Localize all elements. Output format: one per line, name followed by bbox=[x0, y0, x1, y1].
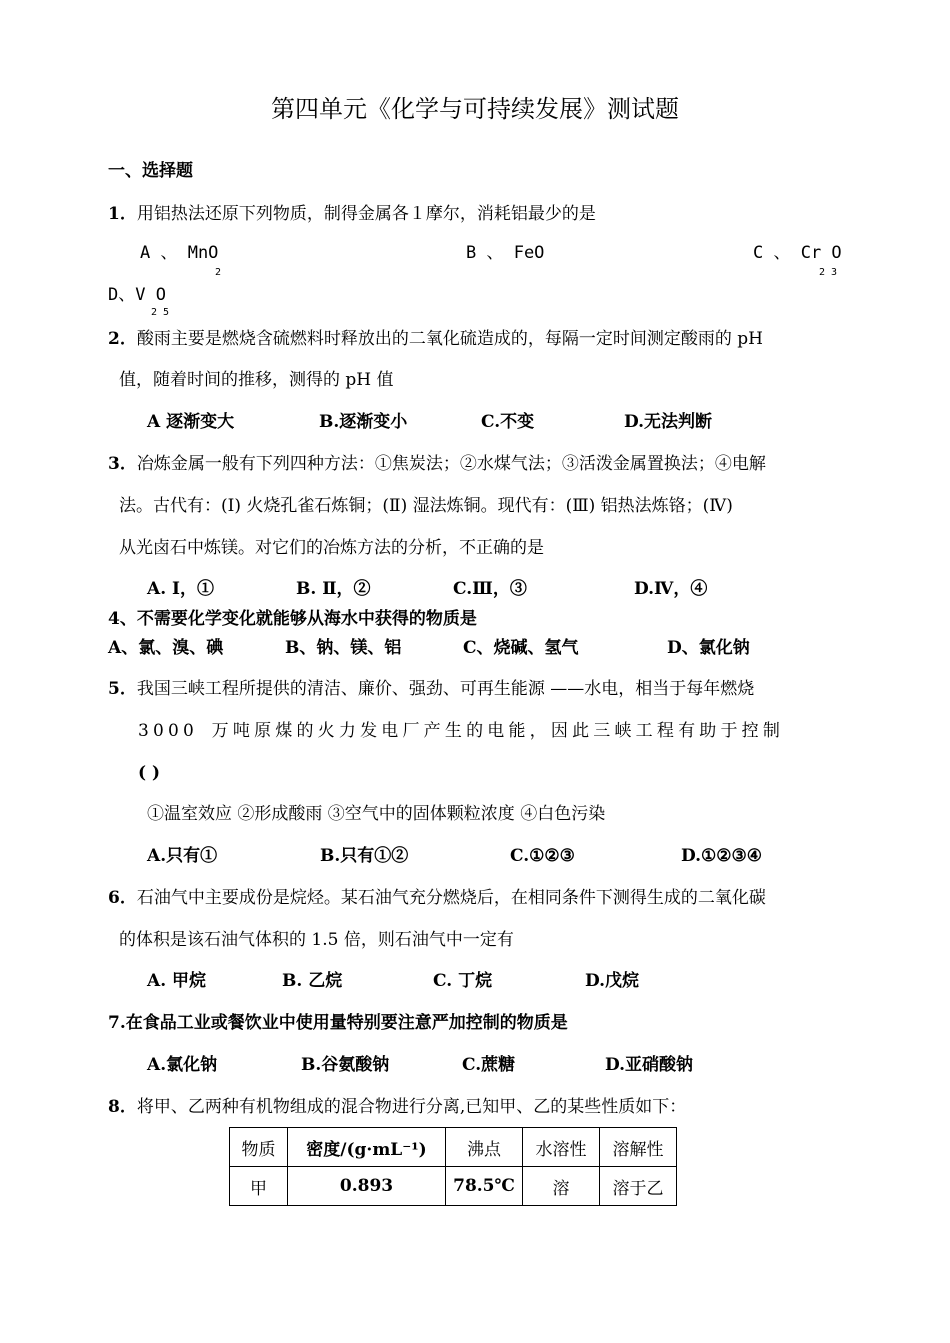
option-label: B 、 FeO bbox=[466, 243, 545, 263]
question-5 bbox=[108, 678, 754, 700]
q7-option-a[interactable]: A.氯化钠 bbox=[147, 1055, 218, 1075]
question-number: 5． bbox=[108, 679, 137, 699]
question-4: 4、不需要化学变化就能够从海水中获得的物质是 bbox=[108, 609, 477, 629]
q2-option-c[interactable]: C.不变 bbox=[481, 412, 535, 432]
q1-option-a[interactable] bbox=[140, 242, 218, 264]
q1-option-c[interactable] bbox=[753, 242, 842, 264]
question-6-line2: 的体积是该石油气体积的 1.5 倍，则石油气中一定有 bbox=[119, 930, 514, 950]
q3-option-b[interactable]: B. Ⅱ，② bbox=[296, 579, 371, 599]
question-text: 将甲、乙两种有机物组成的混合物进行分离,已知甲、乙的某些性质如下： bbox=[136, 1097, 687, 1117]
table-header-cell: 溶解性 bbox=[600, 1128, 677, 1167]
q4-option-c[interactable]: C、烧碱、氢气 bbox=[463, 638, 579, 658]
question-number: 3． bbox=[108, 454, 137, 474]
table-cell: 78.5℃ bbox=[446, 1167, 523, 1206]
table-header-cell: 沸点 bbox=[446, 1128, 523, 1167]
table-cell: 甲 bbox=[230, 1167, 288, 1206]
table-header-row bbox=[230, 1128, 677, 1167]
table-cell: 0.893 bbox=[288, 1167, 446, 1206]
table-header-cell: 物质 bbox=[230, 1128, 288, 1167]
option-label: C 、 Cr O bbox=[753, 243, 842, 263]
q2-option-b[interactable]: B.逐渐变小 bbox=[319, 412, 408, 432]
question-text-line1: 冶炼金属一般有下列四种方法：①焦炭法；②水煤气法；③活泼金属置换法；④电解 bbox=[136, 454, 766, 474]
question-2 bbox=[108, 328, 763, 350]
q4-option-b[interactable]: B、钠、镁、铝 bbox=[285, 638, 402, 658]
question-3-line2: 法。古代有：(Ⅰ) 火烧孔雀石炼铜；(Ⅱ) 湿法炼铜。现代有：(Ⅲ) 铝热法炼铬；(Ⅳ) bbox=[119, 496, 733, 516]
q5-option-d[interactable]: D.①②③④ bbox=[681, 846, 763, 866]
page-title: 第四单元《化学与可持续发展》测试题 bbox=[271, 95, 679, 123]
q3-option-d[interactable]: D.Ⅳ，④ bbox=[634, 579, 708, 599]
q5-items: ①温室效应 ②形成酸雨 ③空气中的固体颗粒浓度 ④白色污染 bbox=[147, 804, 606, 824]
answer-blank: ( ) bbox=[138, 763, 161, 783]
q2-option-d[interactable]: D.无法判断 bbox=[624, 412, 713, 432]
table-header-cell: 水溶性 bbox=[523, 1128, 600, 1167]
question-number: 1． bbox=[108, 204, 137, 224]
q7-option-d[interactable]: D.亚硝酸钠 bbox=[605, 1055, 694, 1075]
question-number: 6． bbox=[108, 888, 137, 908]
q6-option-a[interactable]: A. 甲烷 bbox=[147, 971, 207, 991]
q1-option-a-subscript: 2 bbox=[215, 267, 222, 278]
question-number: 8． bbox=[108, 1097, 137, 1117]
question-3 bbox=[108, 453, 766, 475]
option-label: A 、 MnO bbox=[140, 243, 219, 263]
q6-option-b[interactable]: B. 乙烷 bbox=[282, 971, 343, 991]
table-cell: 溶 bbox=[523, 1167, 600, 1206]
question-5-line2: 3000 万吨原煤的火力发电厂产生的电能，因此三峡工程有助于控制 bbox=[138, 721, 785, 741]
option-label: D、V O bbox=[108, 285, 166, 305]
q1-option-b[interactable] bbox=[466, 242, 544, 264]
q5-option-b[interactable]: B.只有①② bbox=[320, 846, 409, 866]
question-3-line3: 从光卤石中炼镁。对它们的冶炼方法的分析，不正确的是 bbox=[119, 538, 544, 558]
question-2-line2: 值，随着时间的推移，测得的 pH 值 bbox=[119, 370, 394, 390]
table-header-cell: 密度/(g·mL⁻¹) bbox=[288, 1128, 446, 1167]
q3-option-a[interactable]: A. Ⅰ，① bbox=[147, 579, 214, 599]
question-8 bbox=[108, 1096, 686, 1118]
question-text-line1: 石油气中主要成份是烷烃。某石油气充分燃烧后，在相同条件下测得生成的二氧化碳 bbox=[136, 888, 766, 908]
q5-option-c[interactable]: C.①②③ bbox=[510, 846, 575, 866]
q4-option-a[interactable]: A、氯、溴、碘 bbox=[108, 638, 224, 658]
question-6 bbox=[108, 887, 766, 909]
properties-table bbox=[229, 1127, 677, 1206]
q1-option-d-subscript: 2 5 bbox=[151, 307, 170, 318]
section-heading: 一、选择题 bbox=[108, 161, 193, 181]
q6-option-c[interactable]: C. 丁烷 bbox=[433, 971, 493, 991]
q3-option-c[interactable]: C.Ⅲ，③ bbox=[453, 579, 527, 599]
q4-option-d[interactable]: D、氯化钠 bbox=[667, 638, 750, 658]
question-7: 7.在食品工业或餐饮业中使用量特别要注意严加控制的物质是 bbox=[108, 1013, 568, 1033]
q5-option-a[interactable]: A.只有① bbox=[147, 846, 218, 866]
q1-option-c-subscript: 2 3 bbox=[819, 267, 838, 278]
q7-option-c[interactable]: C.蔗糖 bbox=[462, 1055, 516, 1075]
question-number: 2． bbox=[108, 329, 137, 349]
table-row bbox=[230, 1167, 677, 1206]
question-text-line1: 我国三峡工程所提供的清洁、廉价、强劲、可再生能源 ——水电，相当于每年燃烧 bbox=[136, 679, 755, 699]
q7-option-b[interactable]: B.谷氨酸钠 bbox=[301, 1055, 390, 1075]
table-cell: 溶于乙 bbox=[600, 1167, 677, 1206]
q2-option-a[interactable]: A 逐渐变大 bbox=[147, 412, 235, 432]
question-1 bbox=[108, 203, 596, 225]
q6-option-d[interactable]: D.戊烷 bbox=[585, 971, 640, 991]
question-text-line1: 酸雨主要是燃烧含硫燃料时释放出的二氧化硫造成的，每隔一定时间测定酸雨的 pH bbox=[136, 329, 763, 349]
question-text: 用铝热法还原下列物质，制得金属各１摩尔，消耗铝最少的是 bbox=[136, 204, 596, 224]
